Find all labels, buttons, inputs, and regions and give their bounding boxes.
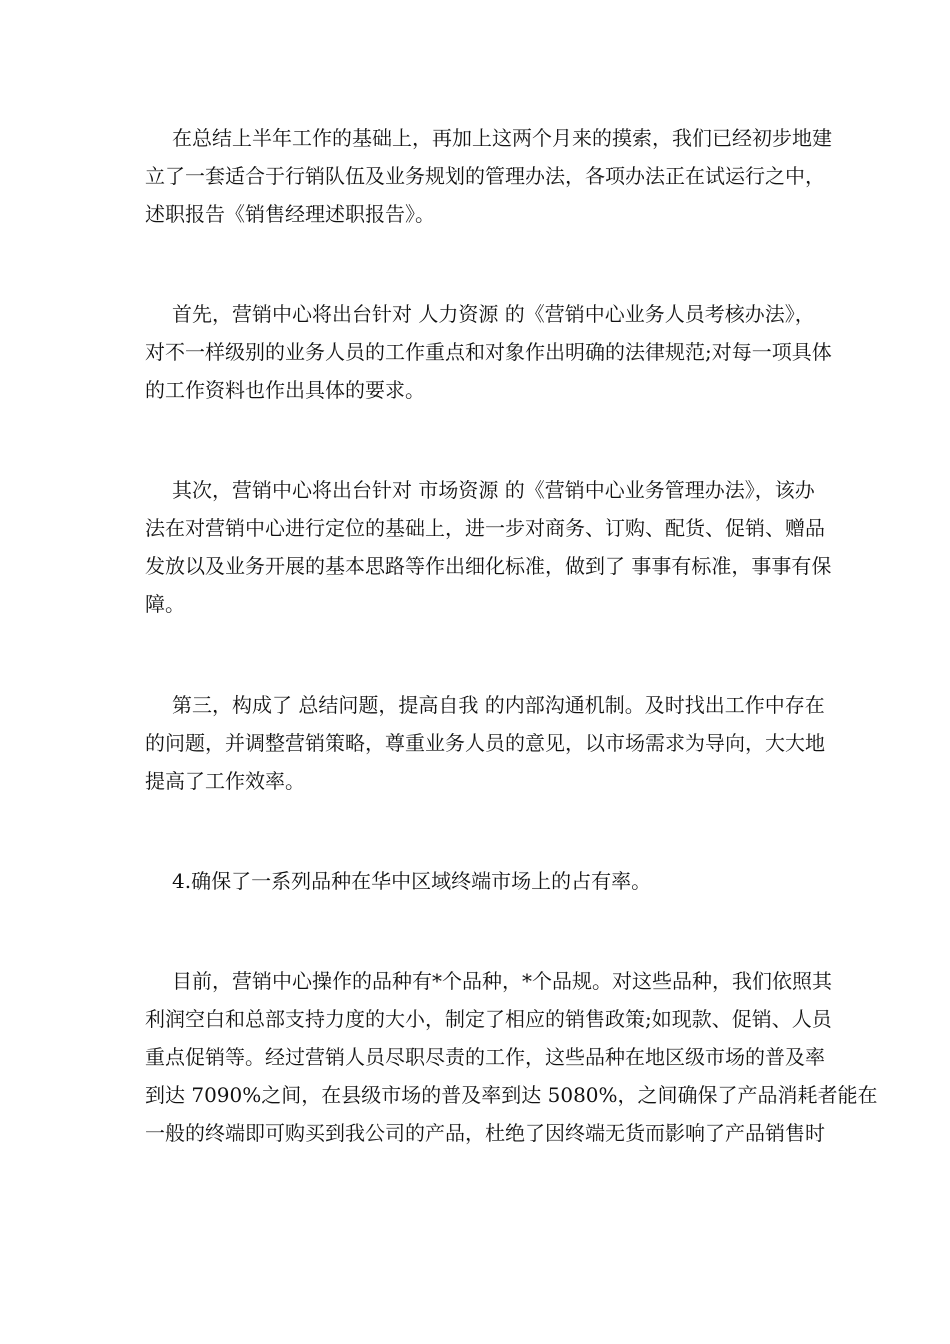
paragraph-3-line-3: 发放以及业务开展的基本思路等作出细化标准，做到了 事事有标准，事事有保 bbox=[145, 554, 832, 578]
paragraph-5-line-1: 4.确保了一系列品种在华中区域终端市场上的占有率。 bbox=[172, 869, 652, 893]
paragraph-6-line-5: 一般的终端即可购买到我公司的产品，杜绝了因终端无货而影响了产品销售时 bbox=[145, 1121, 825, 1145]
paragraph-2-line-2: 对不一样级别的业务人员的工作重点和对象作出明确的法律规范;对每一项具体 bbox=[145, 340, 832, 364]
paragraph-1-line-3: 述职报告《销售经理述职报告》。 bbox=[145, 202, 435, 226]
paragraph-6-line-3: 重点促销等。经过营销人员尽职尽责的工作，这些品种在地区级市场的普及率 bbox=[145, 1045, 825, 1069]
paragraph-3-line-4: 障。 bbox=[145, 592, 185, 616]
paragraph-4-line-1: 第三，构成了 总结问题，提高自我 的内部沟通机制。及时找出工作中存在 bbox=[172, 693, 825, 717]
paragraph-6-line-2: 利润空白和总部支持力度的大小，制定了相应的销售政策;如现款、促销、人员 bbox=[145, 1007, 832, 1031]
paragraph-1-line-2: 立了一套适合于行销队伍及业务规划的管理办法，各项办法正在试运行之中， bbox=[145, 164, 825, 188]
paragraph-2-line-1: 首先，营销中心将出台针对 人力资源 的《营销中心业务人员考核办法》， bbox=[172, 302, 815, 326]
paragraph-4-line-2: 的问题，并调整营销策略，尊重业务人员的意见，以市场需求为导向，大大地 bbox=[145, 731, 825, 755]
paragraph-3-line-1: 其次，营销中心将出台针对 市场资源 的《营销中心业务管理办法》，该办 bbox=[172, 478, 815, 502]
paragraph-3-line-2: 法在对营销中心进行定位的基础上，进一步对商务、订购、配货、促销、赠品 bbox=[145, 516, 825, 540]
paragraph-4-line-3: 提高了工作效率。 bbox=[145, 769, 305, 793]
paragraph-6-line-4: 到达 7090%之间，在县级市场的普及率到达 5080%，之间确保了产品消耗者能在 bbox=[145, 1083, 878, 1107]
paragraph-2-line-3: 的工作资料也作出具体的要求。 bbox=[145, 378, 425, 402]
paragraph-6-line-1: 目前，营销中心操作的品种有*个品种，*个品规。对这些品种，我们依照其 bbox=[172, 969, 832, 993]
paragraph-1-line-1: 在总结上半年工作的基础上，再加上这两个月来的摸索，我们已经初步地建 bbox=[172, 126, 832, 150]
